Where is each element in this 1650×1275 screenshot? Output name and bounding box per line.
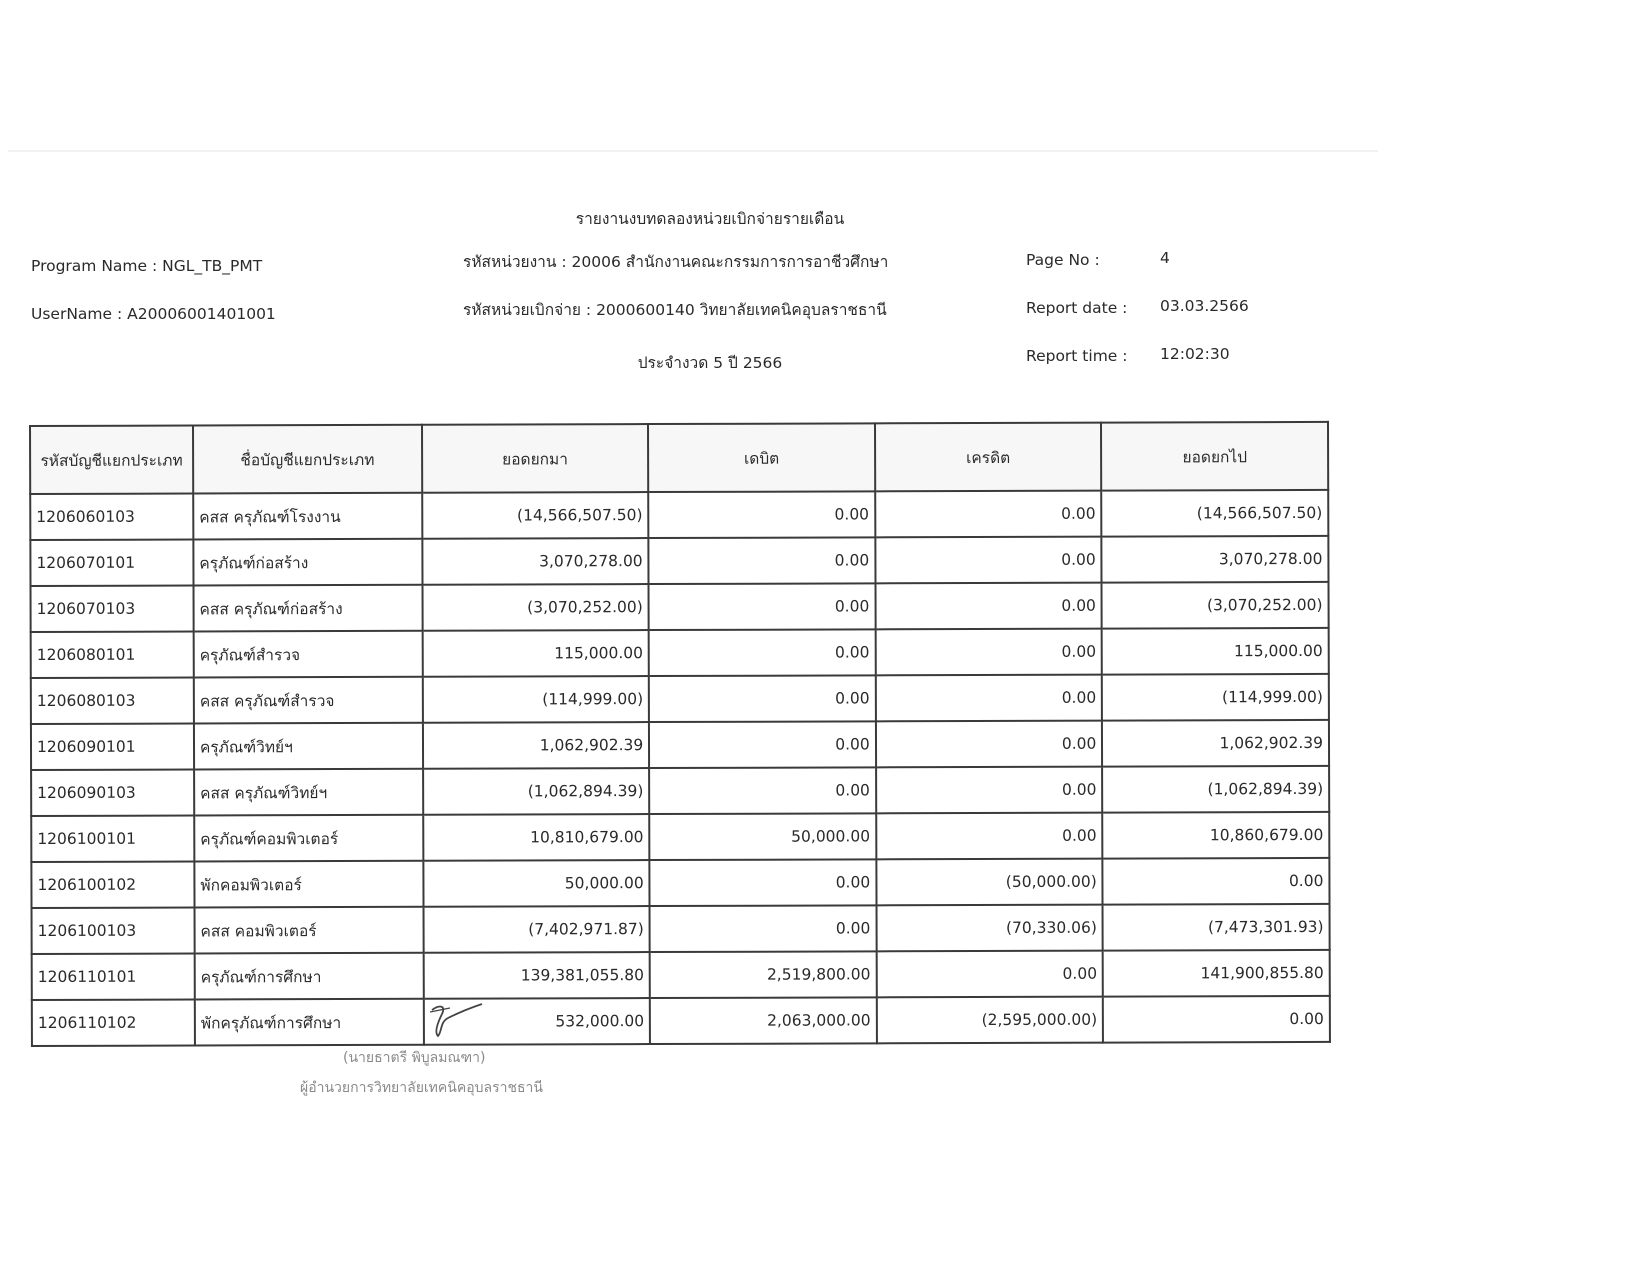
cell-account-name: ครุภัณฑ์วิทย์ฯ (194, 723, 423, 770)
header-closing-balance: ยอดยกไป (1101, 422, 1328, 491)
report-time-value: 12:02:30 (1160, 345, 1230, 363)
cell-debit: 0.00 (649, 537, 876, 584)
cell-account-code: 1206110101 (32, 953, 195, 1000)
table-row (32, 904, 1330, 954)
cell-account-code: 1206100102 (31, 861, 194, 908)
cell-debit: 0.00 (649, 583, 876, 630)
cell-closing-balance: 10,860,679.00 (1103, 812, 1330, 859)
cell-closing-balance: (3,070,252.00) (1102, 582, 1329, 629)
cell-account-code: 1206080103 (31, 677, 194, 724)
cell-account-code: 1206060103 (30, 493, 193, 540)
cell-account-code: 1206070101 (30, 539, 193, 586)
report-time-label: Report time : (1026, 347, 1128, 365)
cell-debit: 0.00 (650, 859, 877, 906)
cell-credit: 0.00 (876, 813, 1103, 860)
cell-opening-balance: 3,070,278.00 (422, 538, 649, 585)
cell-opening-balance: (14,566,507.50) (422, 492, 649, 539)
signatory-position: ผู้อำนวยการวิทยาลัยเทคนิคอุบลราชธานี (300, 1080, 543, 1096)
cell-debit: 2,519,800.00 (650, 951, 877, 998)
table-row (30, 490, 1328, 540)
cell-account-code: 1206100101 (31, 815, 194, 862)
cell-opening-balance: 1,062,902.39 (423, 722, 650, 769)
cell-credit: 0.00 (875, 537, 1102, 584)
cell-account-name: คสส ครุภัณฑ์โรงงาน (193, 493, 422, 540)
cell-account-name: ครุภัณฑ์สำรวจ (194, 631, 423, 678)
cell-account-name: คสส คอมพิวเตอร์ (194, 907, 423, 954)
cell-opening-balance: (1,062,894.39) (423, 768, 650, 815)
header-credit: เครดิต (875, 423, 1102, 492)
table-row (31, 674, 1329, 724)
cell-account-name: พักครุภัณฑ์การศึกษา (195, 999, 424, 1046)
user-name: UserName : A20006001401001 (31, 305, 276, 323)
cell-account-name: พักคอมพิวเตอร์ (194, 861, 423, 908)
table-row (32, 996, 1330, 1046)
cell-account-code: 1206090101 (31, 723, 194, 770)
cell-debit: 0.00 (650, 905, 877, 952)
cell-account-code: 1206100103 (32, 907, 195, 954)
cell-credit: 0.00 (876, 951, 1103, 998)
program-name: Program Name : NGL_TB_PMT (31, 257, 263, 275)
header-debit: เดบิต (648, 423, 875, 492)
cell-account-name: คสส ครุภัณฑ์วิทย์ฯ (194, 769, 423, 816)
report-date-label: Report date : (1026, 299, 1128, 317)
scan-edge (8, 150, 1378, 152)
table-row (31, 812, 1329, 862)
table-row (31, 858, 1329, 908)
report-period: ประจำงวด 5 ปี 2566 (637, 354, 783, 372)
header-account-name: ชื่อบัญชีแยกประเภท (193, 425, 422, 494)
cell-debit: 2,063,000.00 (650, 997, 877, 1044)
cell-opening-balance: (7,402,971.87) (423, 906, 650, 953)
table-row (31, 766, 1329, 816)
cell-debit: 0.00 (649, 721, 876, 768)
table-row (32, 950, 1330, 1000)
cell-credit: (70,330.06) (876, 905, 1103, 952)
cell-debit: 0.00 (649, 629, 876, 676)
cell-closing-balance: (7,473,301.93) (1103, 904, 1330, 951)
table-header-row (30, 422, 1328, 494)
cell-credit: 0.00 (876, 721, 1103, 768)
cell-opening-balance: (114,999.00) (422, 676, 649, 723)
report-title: รายงานงบทดลองหน่วยเบิกจ่ายรายเดือน (575, 210, 845, 228)
disbursing-unit-code: รหัสหน่วยเบิกจ่าย : 2000600140 วิทยาลัยเทคนิคอุบลราชธานี (463, 301, 887, 319)
cell-account-name: ครุภัณฑ์ก่อสร้าง (193, 539, 422, 586)
cell-credit: (50,000.00) (876, 859, 1103, 906)
cell-debit: 0.00 (648, 491, 875, 538)
table-row (30, 536, 1328, 586)
cell-account-name: ครุภัณฑ์คอมพิวเตอร์ (194, 815, 423, 862)
cell-account-code: 1206070103 (31, 585, 194, 632)
cell-opening-balance: 50,000.00 (423, 860, 650, 907)
cell-credit: 0.00 (876, 675, 1103, 722)
cell-opening-balance: 139,381,055.80 (423, 952, 650, 999)
cell-closing-balance: 141,900,855.80 (1103, 950, 1330, 997)
cell-debit: 50,000.00 (649, 813, 876, 860)
cell-account-name: ครุภัณฑ์การศึกษา (195, 953, 424, 1000)
cell-credit: 0.00 (875, 583, 1102, 630)
cell-closing-balance: 3,070,278.00 (1102, 536, 1329, 583)
page-no-label: Page No : (1026, 251, 1100, 269)
table-row (31, 628, 1329, 678)
cell-debit: 0.00 (649, 675, 876, 722)
signature-mark (426, 1002, 486, 1042)
cell-closing-balance: 0.00 (1103, 858, 1330, 905)
signatory-name: (นายธาตรี พิบูลมณฑา) (343, 1050, 486, 1066)
cell-debit: 0.00 (649, 767, 876, 814)
cell-account-name: คสส ครุภัณฑ์สำรวจ (194, 677, 423, 724)
trial-balance-table (29, 421, 1331, 1047)
cell-closing-balance: (14,566,507.50) (1102, 490, 1329, 537)
cell-closing-balance: 115,000.00 (1102, 628, 1329, 675)
cell-credit: 0.00 (876, 767, 1103, 814)
cell-closing-balance: 0.00 (1103, 996, 1330, 1043)
cell-account-code: 1206110102 (32, 999, 195, 1046)
cell-opening-balance: 10,810,679.00 (423, 814, 650, 861)
cell-credit: (2,595,000.00) (877, 997, 1104, 1044)
cell-account-code: 1206090103 (31, 769, 194, 816)
table-row (31, 582, 1329, 632)
cell-closing-balance: 1,062,902.39 (1102, 720, 1329, 767)
agency-code: รหัสหน่วยงาน : 20006 สำนักงานคณะกรรมการการอาชีวศึกษา (463, 253, 889, 271)
cell-credit: 0.00 (875, 629, 1102, 676)
cell-credit: 0.00 (875, 491, 1102, 538)
cell-account-name: คสส ครุภัณฑ์ก่อสร้าง (193, 585, 422, 632)
page-no-value: 4 (1160, 249, 1170, 267)
table-row (31, 720, 1329, 770)
cell-opening-balance: 532,000.00 (423, 998, 650, 1045)
cell-account-code: 1206080101 (31, 631, 194, 678)
cell-opening-balance: 115,000.00 (422, 630, 649, 677)
header-account-code: รหัสบัญชีแยกประเภท (30, 425, 193, 494)
cell-closing-balance: (1,062,894.39) (1102, 766, 1329, 813)
cell-opening-balance: (3,070,252.00) (422, 584, 649, 631)
cell-closing-balance: (114,999.00) (1102, 674, 1329, 721)
header-opening-balance: ยอดยกมา (422, 424, 649, 493)
report-date-value: 03.03.2566 (1160, 297, 1249, 315)
